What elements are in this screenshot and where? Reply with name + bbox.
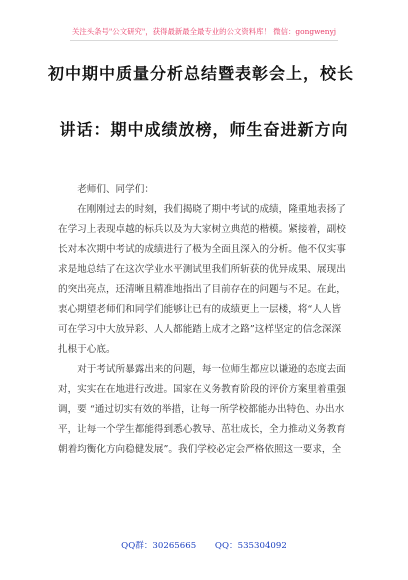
paragraph-1: 在刚刚过去的时刻，我们揭晓了期中考试的成绩，隆重地表扬了在学习上表现卓越的标兵以及为大家树立典范的楷模。紧接着，副校长对本次期中考试的成绩进行了极为全面且深入的分析。他不仅实事求是地总结了在这次学业水平测试里我们所斩获的优异成果、展现出的突出亮点，还清晰且精准地指出了目前存在的问题与不足。在此，衷心期望老师们和同学们能够让已有的成绩更上一层楼，将“人人皆可在学习中大放异彩、人人都能踏上成才之路”这样坚定的信念深深扎根于心底。: [58, 204, 346, 355]
header-banner: 关注头条号"公文研究"，获得最新最全最专业的公文资料库！ 微信：gongwenyj: [71, 27, 337, 36]
footer-contact: [0, 539, 408, 551]
document-body: [58, 180, 350, 460]
document-title-line-1: 初中期中质量分析总结暨表彰会上，校长: [48, 64, 355, 83]
salutation: 老师们、同学们：: [77, 184, 154, 195]
document-title-line-2: 讲话：期中成绩放榜，师生奋进新方向: [59, 120, 349, 139]
footer-qq: QQ：535304092: [214, 541, 287, 551]
header-divider: [70, 40, 338, 41]
footer-qq-group: QQ群：30265665: [121, 541, 197, 551]
paragraph-2: 对于考试所暴露出来的问题，每一位师生都应以谦逊的态度去面对，实实在在地进行改进。国家在义务教育阶段的评价方案里着重强调，要 “通过切实有效的举措，让每一所学校都能办出特色、办出水平，让每一个学生都能得到悉心教导、茁壮成长，全力推动义务教育朝着均衡化方向稳健发展”。我们学校必定会严格依照这一要求，全: [58, 364, 346, 455]
